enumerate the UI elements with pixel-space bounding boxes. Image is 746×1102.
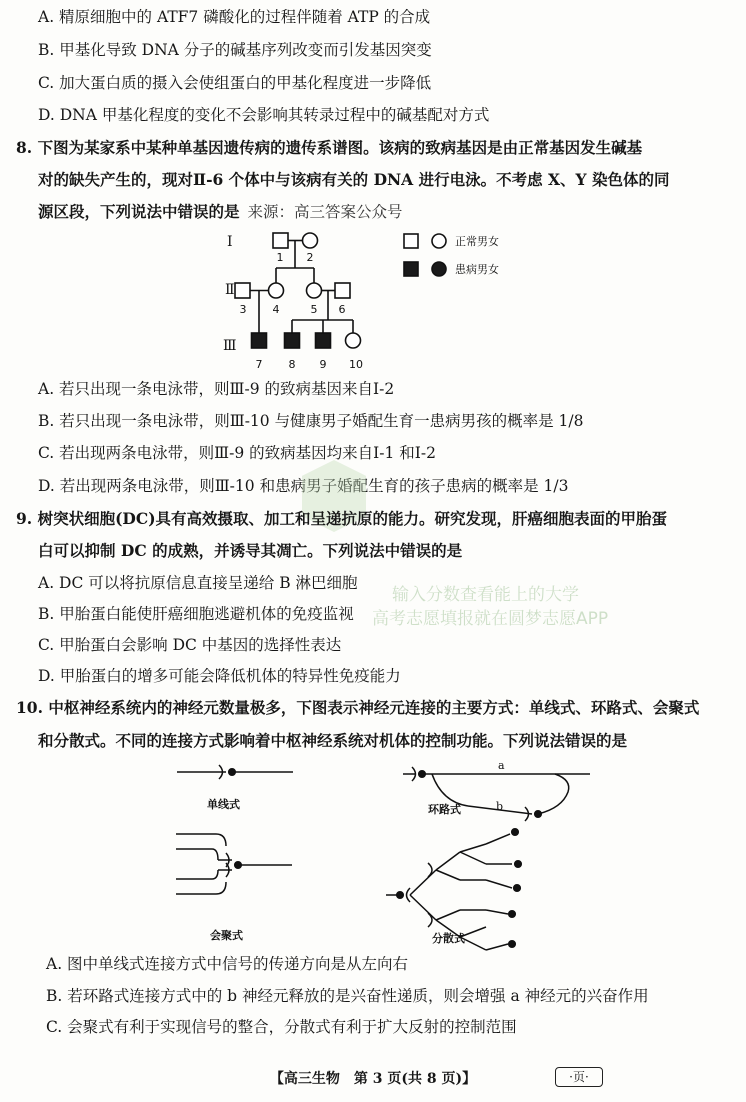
label-diverge: 分散式 (432, 932, 465, 945)
individual-6-male (335, 283, 350, 298)
q10-stem-line-1: 10. 中枢神经系统内的神经元数量极多，下图表示神经元连接的主要方式：单线式、环路式、会聚式 (16, 698, 700, 717)
converge-circuit (176, 834, 292, 894)
q8-option-d: D. 若出现两条电泳带，则Ⅲ-10 和患病男子婚配生育的孩子患病的概率是 1/3 (38, 477, 569, 495)
num-7: 7 (255, 358, 263, 371)
q8-option-c: C. 若出现两条电泳带，则Ⅲ-9 的致病基因均来自Ⅰ-1 和Ⅰ-2 (38, 444, 437, 462)
q7-option-a: A. 精原细胞中的 ATF7 磷酸化的过程伴随着 ATP 的合成 (38, 8, 431, 26)
legend-normal-female (432, 234, 446, 248)
individual-4-female (269, 283, 284, 298)
q10-option-b: B. 若环路式连接方式中的 b 神经元释放的是兴奋性递质，则会增强 a 神经元的兴奋作用 (46, 987, 649, 1005)
q9-option-d: D. 甲胎蛋白的增多可能会降低机体的特异性免疫能力 (38, 667, 401, 685)
individual-2-female (303, 233, 318, 248)
q8-stem-line-2: 对的缺失产生的，现对Ⅱ-6 个体中与该病有关的 DNA 进行电泳。不考虑 X、Y 染色体的同 (38, 170, 670, 189)
page-badge: ·页· (555, 1067, 603, 1087)
q8-source-note: 来源：高三答案公众号 (247, 203, 403, 221)
label-converge: 会聚式 (210, 929, 243, 942)
individual-5-female (307, 283, 322, 298)
q9-option-b: B. 甲胎蛋白能使肝癌细胞逃避机体的免疫监视 (38, 605, 354, 623)
q10-option-a: A. 图中单线式连接方式中信号的传递方向是从左向右 (46, 955, 409, 973)
legend-normal-label: 正常男女 (455, 235, 499, 248)
label-neuron-a: a (498, 759, 505, 772)
individual-9-affected-male (316, 333, 331, 348)
individual-7-affected-male (252, 333, 267, 348)
num-1: 1 (276, 251, 284, 264)
gen-label-1: Ⅰ (227, 234, 233, 250)
single-line-circuit (177, 765, 293, 779)
q7-option-c: C. 加大蛋白质的摄入会使组蛋白的甲基化程度进一步降低 (38, 74, 432, 92)
num-9: 9 (319, 358, 327, 371)
legend-affected-female (432, 262, 446, 276)
gen-label-2: Ⅱ (225, 282, 235, 298)
label-single: 单线式 (207, 798, 240, 811)
num-8: 8 (288, 358, 296, 371)
page-footer: 【高三生物 第 3 页(共 8 页)】 (269, 1071, 477, 1087)
q10-stem-line-2: 和分散式。不同的连接方式影响着中枢神经系统对机体的控制功能。下列说法错误的是 (38, 731, 628, 750)
q9-stem-line-1: 9. 树突状细胞(DC)具有高效摄取、加工和呈递抗原的能力。研究发现，肝癌细胞表面的甲胎蛋 (16, 509, 668, 528)
gen-label-3: Ⅲ (223, 338, 237, 354)
label-neuron-b: b (496, 800, 504, 813)
q7-option-b: B. 甲基化导致 DNA 分子的碱基序列改变而引发基因突变 (38, 41, 432, 59)
individual-10-female (346, 333, 361, 348)
num-4: 4 (272, 303, 280, 316)
neuron-connection-diagram (160, 752, 600, 954)
pedigree-chart (215, 222, 555, 377)
individual-8-affected-male (285, 333, 300, 348)
legend-affected-label: 患病男女 (455, 263, 499, 276)
q8-option-b: B. 若只出现一条电泳带，则Ⅲ-10 与健康男子婚配生育一患病男孩的概率是 1/8 (38, 412, 584, 430)
q10-option-c: C. 会聚式有利于实现信号的整合，分散式有利于扩大反射的控制范围 (46, 1018, 517, 1036)
watermark-line-1: 输入分数查看能上的大学 (392, 585, 579, 605)
label-loop: 环路式 (428, 803, 461, 816)
q8-stem-line-3: 源区段，下列说法中错误的是 来源：高三答案公众号 (38, 202, 403, 221)
individual-1-male (273, 233, 288, 248)
watermark-line-2: 高考志愿填报就在圆梦志愿APP (372, 609, 609, 629)
num-6: 6 (338, 303, 346, 316)
q7-option-d: D. DNA 甲基化程度的变化不会影响其转录过程中的碱基配对方式 (38, 106, 490, 124)
num-10: 10 (349, 358, 363, 371)
legend-normal-male (404, 234, 418, 248)
q9-stem-line-2: 白可以抑制 DC 的成熟，并诱导其凋亡。下列说法中错误的是 (38, 541, 463, 560)
q9-option-c: C. 甲胎蛋白会影响 DC 中基因的选择性表达 (38, 636, 342, 654)
q8-stem-line-1: 8. 下图为某家系中某种单基因遗传病的遗传系谱图。该病的致病基因是由正常基因发生碱基 (16, 138, 643, 157)
q8-option-a: A. 若只出现一条电泳带，则Ⅲ-9 的致病基因来自Ⅰ-2 (38, 380, 395, 398)
q9-option-a: A. DC 可以将抗原信息直接呈递给 B 淋巴细胞 (38, 574, 358, 592)
num-5: 5 (310, 303, 318, 316)
num-3: 3 (239, 303, 247, 316)
individual-3-male (235, 283, 250, 298)
num-2: 2 (306, 251, 314, 264)
legend-affected-male (404, 262, 418, 276)
